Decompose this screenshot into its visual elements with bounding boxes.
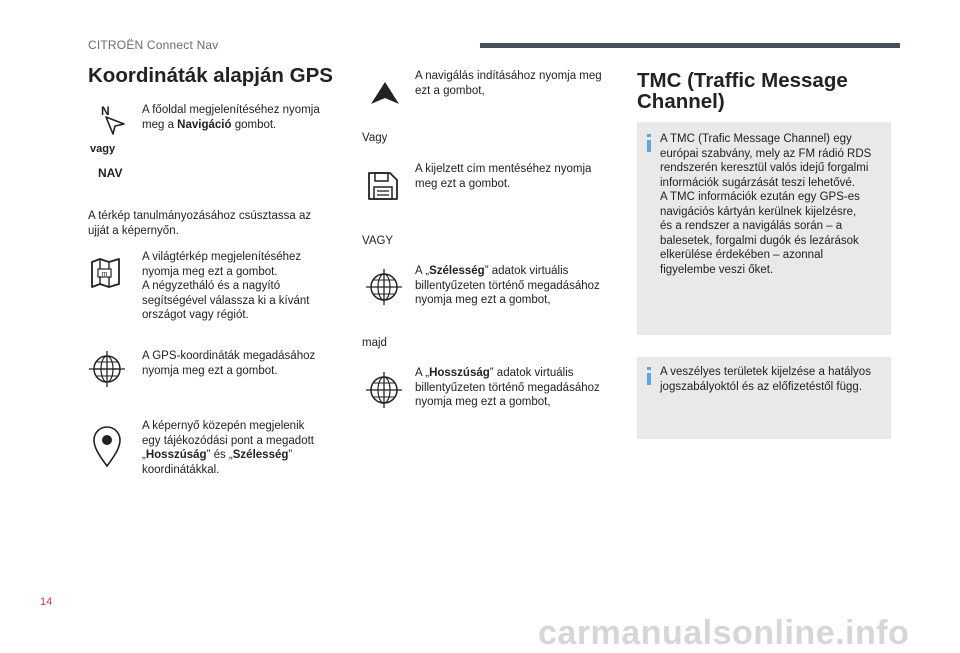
pin-instruction: A képernyő közepén megjelenik egy tájékozódási pont a megadott „Hosszúság” és „Szélesség” koordinátákkal. — [142, 420, 314, 476]
nav-button-label: NAV — [98, 166, 123, 180]
world-map-instruction: A világtérkép megjelenítéséhez nyomja meg ezt a gombot. A négyzetháló és a nagyító segítségével válassza ki a kívánt országot vagy régiót. — [142, 251, 310, 321]
latitude-globe-icon — [365, 268, 403, 306]
section-title-tmc: TMC (Traffic Message Channel) — [637, 69, 848, 113]
watermark: carmanualsonline.info — [538, 614, 910, 652]
info-icon-2 — [647, 367, 651, 370]
latitude-instruction: A „Szélesség” adatok virtuális billentyűzeten történő megadásához nyomja meg ezt a gombot, — [415, 265, 600, 306]
tmc-info-text: A TMC (Trafic Message Channel) egy európai szabvány, mely az FM rádió RDS rendszerén keresztül valós idejű forgalmi információk sugárzását teszi lehetővé. A TMC információk ezután egy GPS-es navigációs kártyán kerülnek kijelzésre, és a rendszer a navigálás során – a balesetek, forgalmi dugók és lezárások elkerülése érdekében – azonnal figyelembe veszi őket. — [660, 133, 872, 276]
world-map-icon — [89, 256, 125, 290]
then-label: majd — [362, 337, 387, 349]
main-page-instruction: A főoldal megjelenítéséhez nyomja meg a Navigáció gombot. — [142, 104, 320, 131]
navigation-arrow-icon — [104, 113, 128, 135]
info-icon-bar-2 — [647, 373, 651, 385]
globe-grid-icon — [88, 350, 126, 388]
page-number: 14 — [40, 596, 53, 608]
document-header: CITROËN Connect Nav — [88, 38, 219, 52]
info-icon — [647, 134, 651, 137]
or-label-caps: VAGY — [362, 235, 394, 247]
start-navigation-instruction: A navigálás indításához nyomja meg ezt a gombot, — [415, 70, 602, 97]
location-pin-icon — [91, 424, 123, 468]
svg-text:m: m — [101, 271, 108, 278]
longitude-instruction: A „Hosszúság” adatok virtuális billentyűzeten történő megadásához nyomja meg ezt a gombot, — [415, 367, 600, 408]
nav-letter: N — [101, 104, 110, 118]
gps-coordinates-instruction: A GPS-koordináták megadásához nyomja meg ezt a gombot. — [142, 350, 316, 377]
explore-instruction: A térkép tanulmányozásához csúsztassa az ujját a képernyőn. — [88, 210, 312, 237]
longitude-globe-icon — [365, 371, 403, 409]
header-bar — [480, 43, 900, 48]
danger-zone-text: A veszélyes területek kijelzése a hatályos jogszabályoktól és az előfizetéstől függ. — [660, 366, 871, 393]
save-icon — [366, 170, 400, 202]
or-label: vagy — [90, 143, 116, 155]
section-title-gps: Koordináták alapján GPS — [88, 64, 333, 87]
save-address-instruction: A kijelzett cím mentéséhez nyomja meg ezt a gombot. — [415, 163, 592, 190]
info-icon-bar — [647, 140, 651, 152]
start-navigation-icon — [368, 80, 402, 106]
or-label-2: Vagy — [362, 132, 388, 144]
